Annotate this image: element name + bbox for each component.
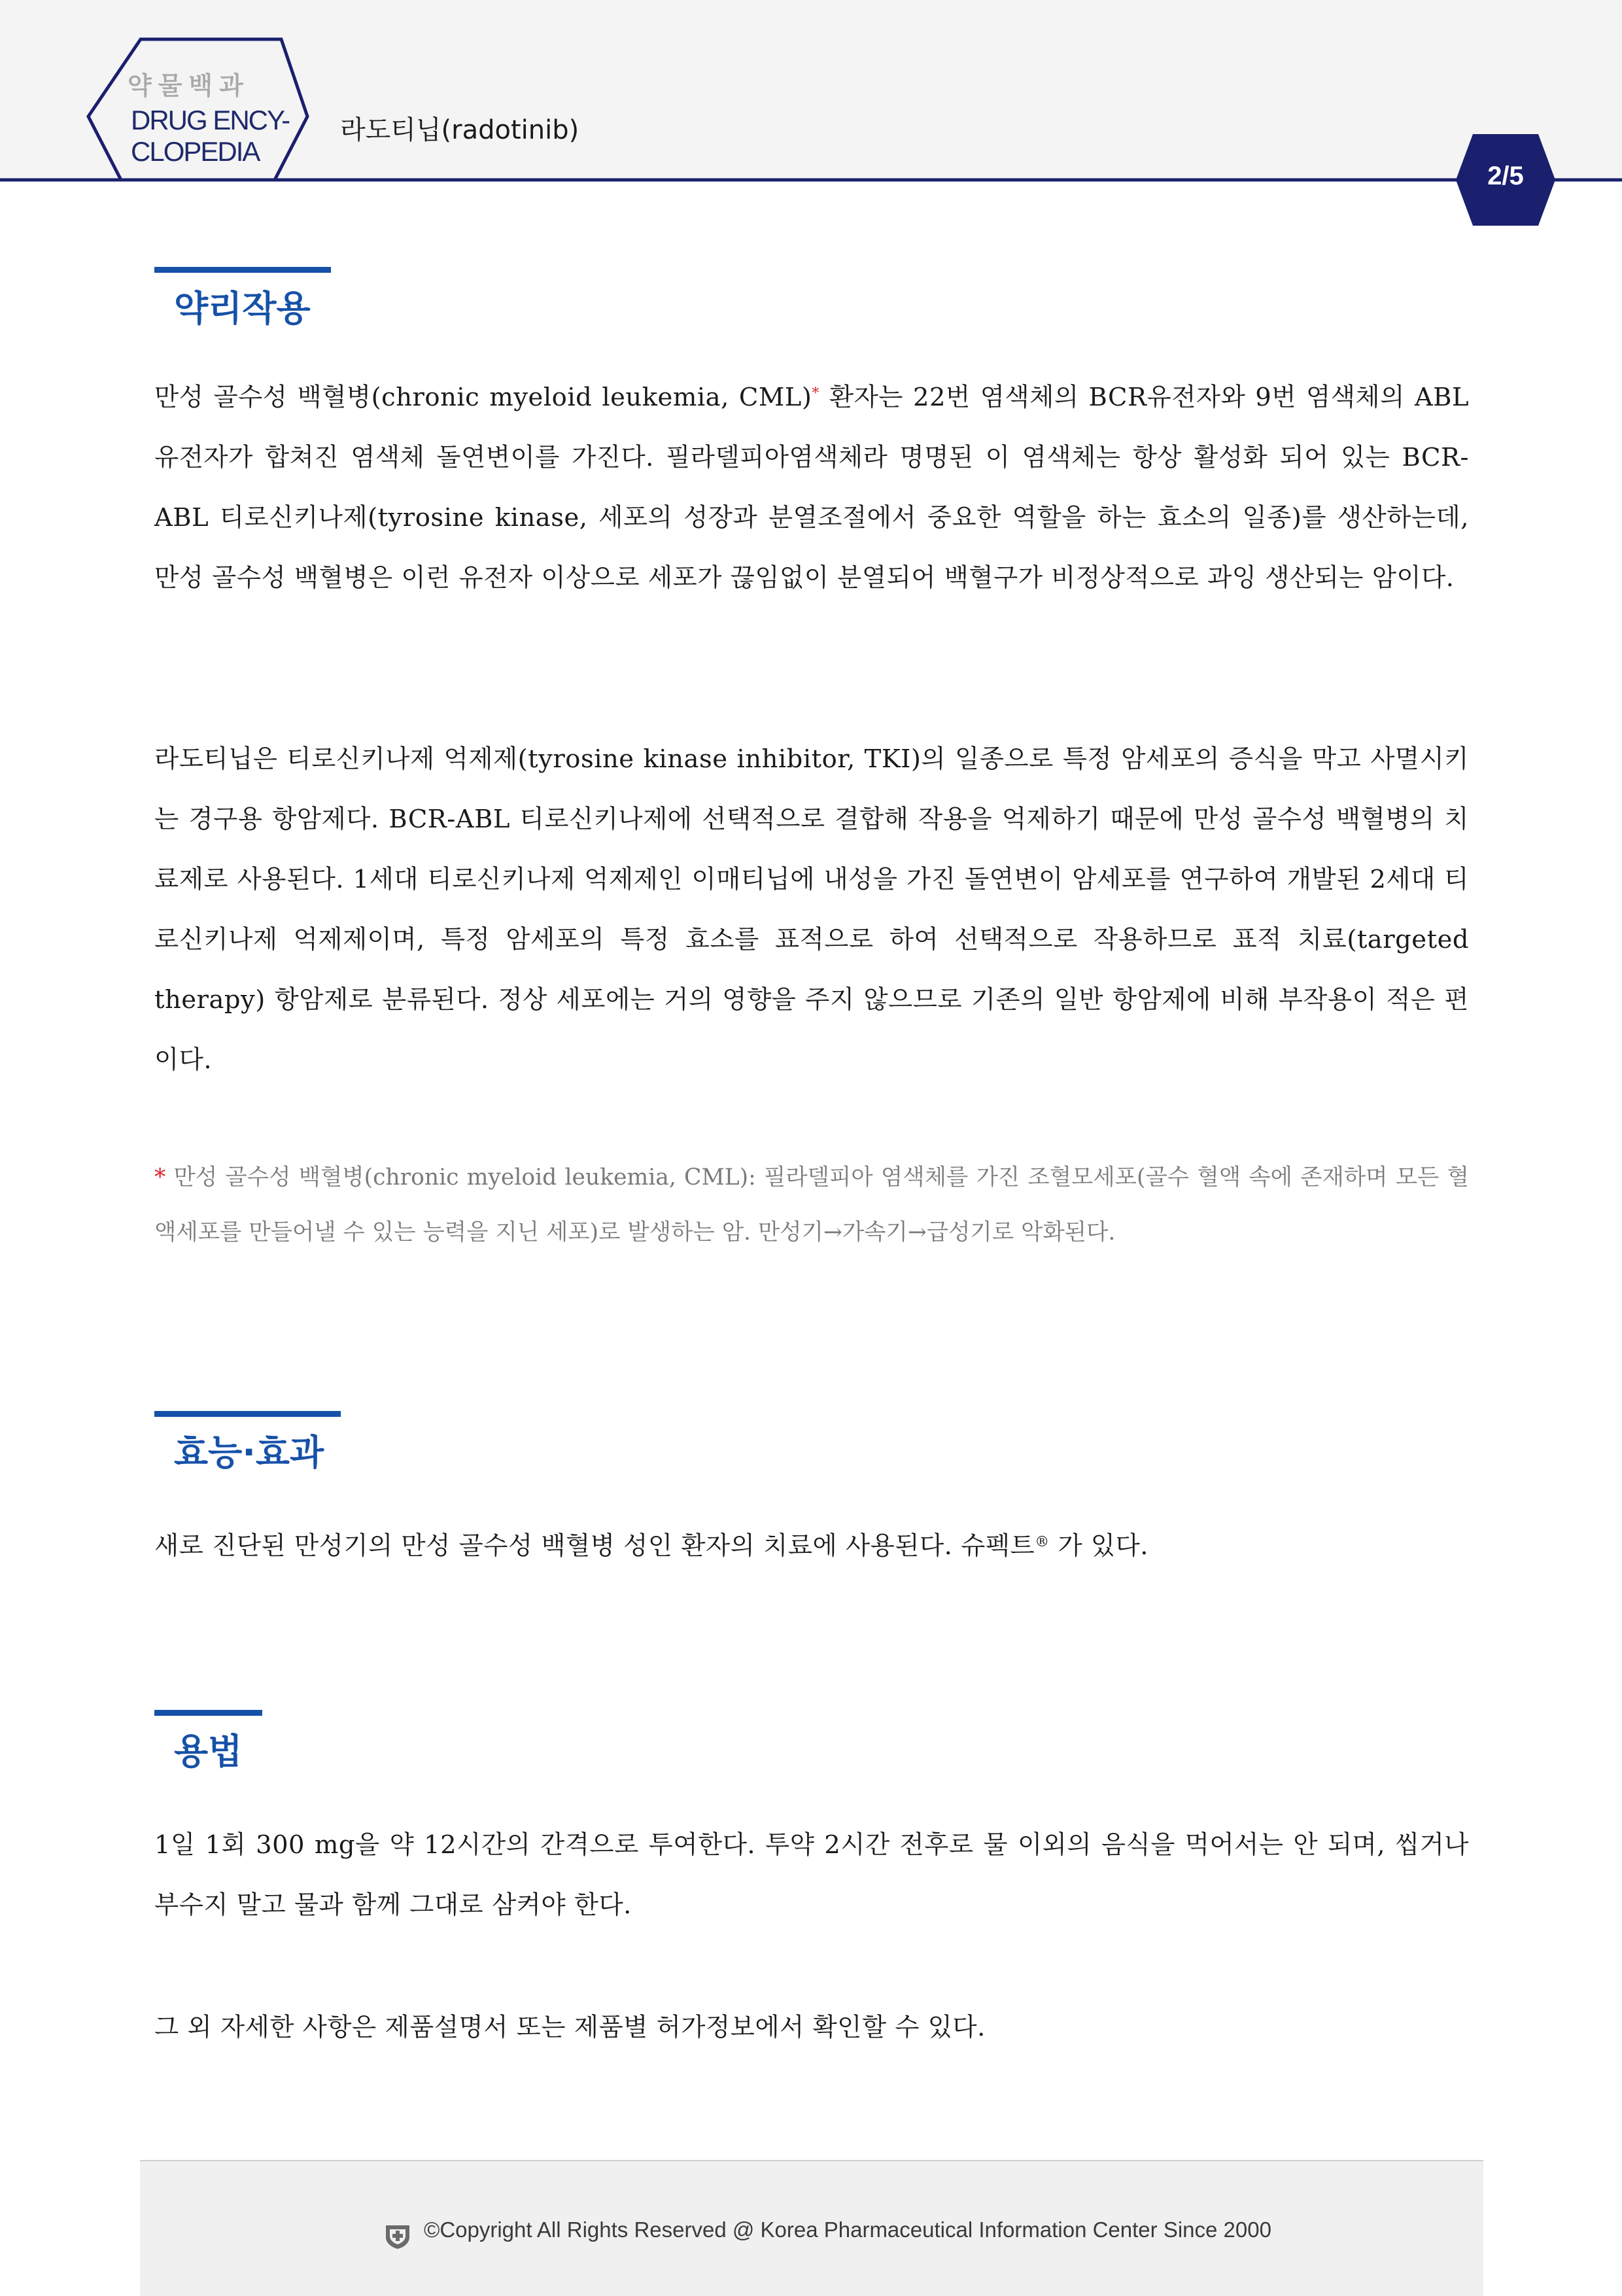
footnote-marker: * — [812, 385, 820, 402]
paragraph-text: 새로 진단된 만성기의 만성 골수성 백혈병 성인 환자의 치료에 사용된다. 슈펙트 — [154, 1531, 1035, 1561]
section-bar — [154, 267, 331, 273]
footnote-text: 만성 골수성 백혈병(chronic myeloid leukemia, CML): 필라델피아 염색체를 가진 조혈모세포(골수 혈액 속에 존재하며 모든 혈액세포를 만들어낼 수 있는 능력을 지닌 세포)로 발생하는 암. 만성기→가속기→급성기로 악화된다. — [154, 1164, 1469, 1245]
logo-korean-text: 약물백과 — [128, 71, 250, 100]
logo-english-line2: CLOPEDIA — [131, 136, 260, 167]
pharmacology-paragraph-1 — [154, 368, 1469, 608]
footnote — [154, 1150, 1469, 1260]
dosage-paragraph-1: 1일 1회 300 mg을 약 12시간의 간격으로 투여한다. 투약 2시간 전후로 물 이외의 음식을 먹어서는 안 되며, 씹거나 부수지 말고 물과 함께 그대로 삼켜야 한다. — [154, 1830, 1469, 1920]
section-dosage-heading — [154, 1710, 262, 1775]
logo-english-line1: DRUG ENCY- — [131, 105, 290, 135]
dosage-paragraph-2: 그 외 자세한 사항은 제품설명서 또는 제품별 허가정보에서 확인할 수 있다. — [154, 2013, 986, 2042]
logo-english-text — [131, 105, 314, 167]
section-bar — [154, 1411, 341, 1417]
page-number: 2/5 — [1487, 162, 1524, 190]
section-title: 약리작용 — [174, 288, 311, 329]
section-title: 용법 — [174, 1731, 243, 1772]
document-title: 라도티닙(radotinib) — [340, 115, 579, 145]
footnote-star: * — [154, 1164, 166, 1191]
paragraph-text: 가 있다. — [1049, 1531, 1149, 1561]
section-title: 효능·효과 — [174, 1432, 324, 1473]
section-bar — [154, 1710, 262, 1716]
pharmacology-paragraph-2: 라도티닙은 티로신키나제 억제제(tyrosine kinase inhibitor, TKI)의 일종으로 특정 암세포의 증식을 막고 사멸시키는 경구용 항암제다. BCR-ABL 티로신키나제에 선택적으로 결합해 작용을 억제하기 때문에 만성 골수성 백혈병의 치료제로 사용된다. 1세대 티로신키나제 억제제인 이매티닙에 내성을 가진 돌연변이 암세포를 연구하여 개발된 2세대 티로신키나제 억제제이며, 특정 암세포의 특정 효소를 표적으로 하여 선택적으로 작용하므로 표적 치료(targeted therapy) 항암제로 분류된다. 정상 세포에는 거의 영향을 주지 않으므로 기존의 일반 항암제에 비해 부작용이 적은 편이다. — [154, 744, 1469, 1075]
section-efficacy-heading — [154, 1411, 341, 1476]
copyright-text: ©Copyright All Rights Reserved @ Korea Pharmaceutical Information Center Since 2000 — [424, 2218, 1271, 2242]
paragraph-text: 환자는 22번 염색체의 BCR유전자와 9번 염색체의 ABL유전자가 합쳐진 염색체 돌연변이를 가진다. 필라델피아염색체라 명명된 이 염색체는 항상 활성화 되어 있는 BCR-ABL 티로신키나제(tyrosine kinase, 세포의 성장과 분열조절에서 중요한 역할을 하는 효소의 일종)를 생산하는데, 만성 골수성 백혈병은 이런 유전자 이상으로 세포가 끊임없이 분열되어 백혈구가 비정상적으로 과잉 생산되는 암이다. — [154, 383, 1470, 593]
registered-mark: ® — [1035, 1534, 1050, 1550]
footer — [140, 2160, 1483, 2296]
section-pharmacology-heading — [154, 267, 331, 332]
paragraph-text: 만성 골수성 백혈병(chronic myeloid leukemia, CML) — [154, 383, 812, 412]
efficacy-paragraph — [154, 1516, 1469, 1576]
kpic-shield-icon — [383, 2221, 412, 2250]
